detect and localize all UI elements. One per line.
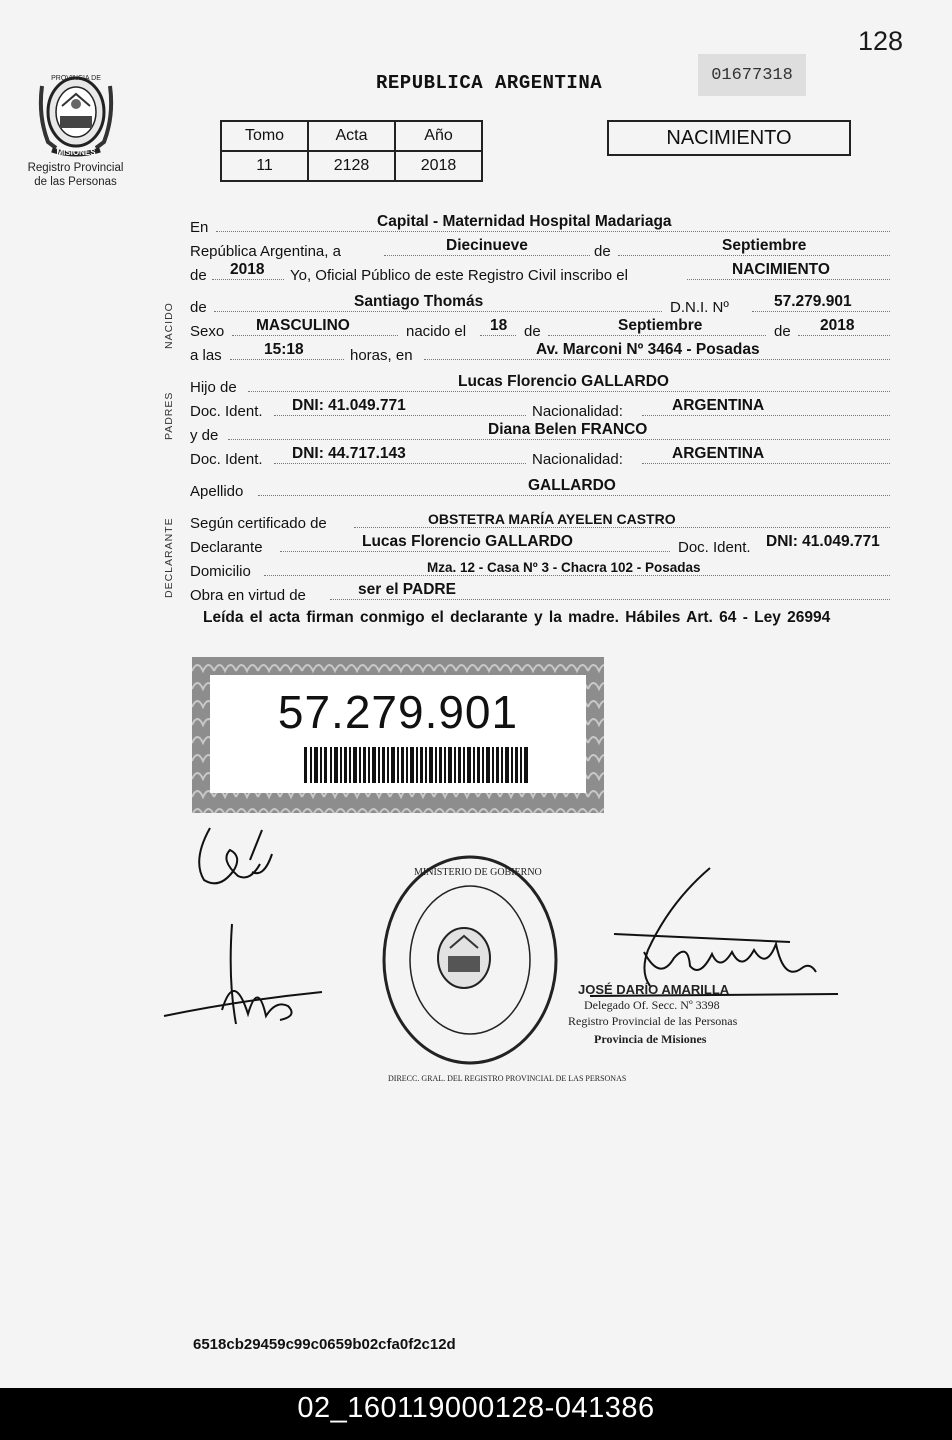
row-padre: [190, 372, 890, 396]
dni-sticker-inner: [210, 675, 586, 793]
label-doc-ident-padre: Doc. Ident.: [190, 403, 263, 420]
label-en: En: [190, 219, 209, 236]
value-madre-nac: ARGENTINA: [672, 445, 765, 462]
value-direccion-nac: Av. Marconi Nº 3464 - Posadas: [536, 341, 760, 358]
row-declarante: [190, 532, 890, 556]
svg-text:MISIONES: MISIONES: [56, 148, 96, 157]
label-certificado: Según certificado de: [190, 515, 327, 532]
dni-sticker: [192, 657, 604, 813]
registry-label: Registro Provincial de las Personas: [27, 162, 124, 188]
label-hijo-de: Hijo de: [190, 379, 237, 396]
table-header-anio: Año: [395, 121, 482, 151]
label-sexo: Sexo: [190, 323, 225, 340]
row-apellido: [190, 476, 890, 500]
value-domicilio: Mza. 12 - Casa Nº 3 - Chacra 102 - Posadas: [427, 560, 701, 575]
table-value-acta: 2128: [308, 151, 395, 181]
value-dia-texto: Diecinueve: [446, 237, 528, 254]
value-padre: Lucas Florencio GALLARDO: [458, 373, 669, 390]
row-madre: [190, 420, 890, 444]
value-madre-doc: DNI: 44.717.143: [292, 445, 406, 462]
barcode-icon: [304, 747, 530, 783]
side-label-padres: PADRES: [163, 391, 175, 440]
value-mes-nac: Septiembre: [618, 317, 703, 334]
signature-declarante-icon: [190, 820, 280, 892]
value-hora: 15:18: [264, 341, 304, 358]
row-nombre: [190, 292, 890, 316]
table-header-tomo: Tomo: [221, 121, 308, 151]
value-mes-acta: Septiembre: [722, 237, 807, 254]
label-declarante: Declarante: [190, 539, 263, 556]
official-title: Delegado Of. Secc. Nº 3398: [584, 998, 720, 1012]
row-madre-doc: [190, 444, 890, 468]
provincial-emblem-icon: [34, 66, 118, 158]
closing-text: Leída el acta firman conmigo el declarante y la madre. Hábiles Art. 64 - Ley 26994: [203, 609, 831, 626]
label-dni: D.N.I. Nº: [670, 299, 729, 316]
value-padre-doc: DNI: 41.049.771: [292, 397, 406, 414]
row-sexo: [190, 316, 890, 340]
label-nacionalidad-madre: Nacionalidad:: [532, 451, 623, 468]
dni-sticker-number: 57.279.901: [277, 686, 519, 738]
official-name: JOSÉ DARÍO AMARILLA: [578, 982, 730, 997]
label-de: de: [594, 243, 611, 260]
value-apellido: GALLARDO: [528, 477, 616, 494]
document-hash: 6518cb29459c99c0659b02cfa0f2c12d: [193, 1336, 456, 1353]
row-certificado: [190, 508, 890, 532]
value-declarante-doc: DNI: 41.049.771: [766, 533, 880, 550]
serial-number: 01677318: [698, 54, 806, 96]
label-de-nombre: de: [190, 299, 207, 316]
label-nacionalidad-padre: Nacionalidad:: [532, 403, 623, 420]
value-declarante: Lucas Florencio GALLARDO: [362, 533, 573, 550]
label-y-de: y de: [190, 427, 219, 444]
document-type-box: NACIMIENTO: [607, 120, 851, 156]
label-republica: República Argentina, a: [190, 243, 341, 260]
side-label-declarante: DECLARANTE: [163, 517, 175, 598]
label-doc-ident-declarante: Doc. Ident.: [678, 539, 751, 556]
label-domicilio: Domicilio: [190, 563, 251, 580]
value-certificado: OBSTETRA MARÍA AYELEN CASTRO: [428, 511, 676, 527]
row-domicilio: [190, 556, 890, 580]
row-padre-doc: [190, 396, 890, 420]
official-seal-icon: [378, 852, 562, 1068]
value-lugar: Capital - Maternidad Hospital Madariaga: [377, 213, 672, 230]
side-label-nacido: NACIDO: [163, 302, 175, 349]
value-obra: ser el PADRE: [358, 581, 456, 598]
label-nacido-el: nacido el: [406, 323, 467, 340]
row-inscripcion: [190, 260, 890, 284]
value-padre-nac: ARGENTINA: [672, 397, 765, 414]
tomo-acta-table: [220, 120, 483, 182]
label-horas-en: horas, en: [350, 347, 413, 364]
official-province: Provincia de Misiones: [594, 1032, 707, 1046]
table-value-tomo: 11: [221, 151, 308, 181]
label-de-mes: de: [524, 323, 541, 340]
page-number: 128: [858, 26, 904, 56]
label-a-las: a las: [190, 347, 222, 364]
value-anio-nac: 2018: [820, 317, 855, 334]
value-madre: Diana Belen FRANCO: [488, 421, 648, 438]
table-value-anio: 2018: [395, 151, 482, 181]
document-title: REPUBLICA ARGENTINA: [376, 72, 603, 94]
label-obra: Obra en virtud de: [190, 587, 306, 604]
value-nombre: Santiago Thomás: [354, 293, 484, 310]
seal-inner-text: MINISTERIO DE GOBIERNO: [414, 867, 542, 878]
seal-outer-text: DIRECC. GRAL. DEL REGISTRO PROVINCIAL DE LAS PERSONAS: [388, 1074, 627, 1083]
label-doc-ident-madre: Doc. Ident.: [190, 451, 263, 468]
row-lugar: [190, 212, 890, 236]
official-registry: Registro Provincial de las Personas: [568, 1014, 738, 1028]
value-dni: 57.279.901: [774, 293, 852, 310]
value-sexo: MASCULINO: [256, 317, 350, 334]
value-anio-acta: 2018: [230, 261, 265, 278]
label-apellido: Apellido: [190, 483, 244, 500]
label-de-2: de: [190, 267, 207, 284]
label-de-anio: de: [774, 323, 791, 340]
row-fecha-acta: [190, 236, 890, 260]
value-dia-nac: 18: [490, 317, 508, 334]
value-inscripcion: NACIMIENTO: [732, 261, 830, 278]
footer-code: 02_160119000128-041386: [297, 1392, 655, 1424]
signature-madre-icon: [162, 920, 332, 1030]
svg-text:PROVINCIA DE: PROVINCIA DE: [51, 75, 101, 82]
row-obra: [190, 580, 890, 604]
table-header-acta: Acta: [308, 121, 395, 151]
label-oficial: Yo, Oficial Público de este Registro Civil inscribo el: [290, 267, 628, 284]
row-hora: [190, 340, 890, 364]
